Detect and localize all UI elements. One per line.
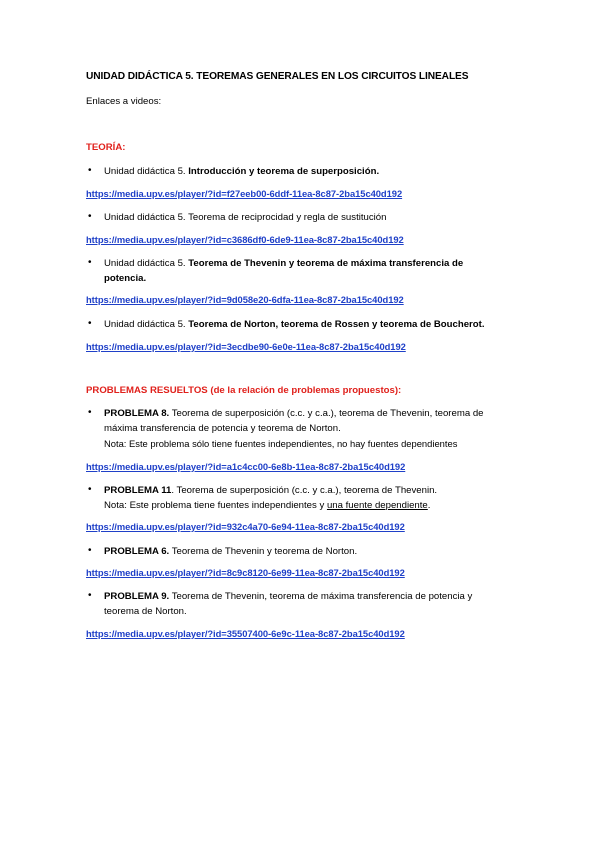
problema-9-line1 [104,591,472,603]
problema-8-name: PROBLEMA 8. [104,408,170,419]
teoria-item-1-title: Introducción y teorema de superposición. [188,166,380,177]
problema-11-note-underlined: una fuente dependiente [326,500,428,511]
bullet-icon: • [88,407,92,418]
problema-11-desc: . Teorema de superposición (c.c. y c.a.), teorema de Thevenin. [171,485,438,496]
problema-6-line1 [104,546,357,558]
teoria-item-3-line2 [104,273,146,285]
teoria-item-4-title: Teorema de Norton, teorema de Rossen y teorema de Boucherot. [188,319,485,330]
teoria-item-2-link[interactable]: https://media.upv.es/player/?id=c3686df0-6de9-11ea-8c87-2ba15c40d192 [86,234,404,245]
problema-8-note: Nota: Este problema sólo tiene fuentes independientes, no hay fuentes dependientes [104,438,458,449]
teoria-item-3-link[interactable]: https://media.upv.es/player/?id=9d058e20-6dfa-11ea-8c87-2ba15c40d192 [86,294,404,305]
teoria-item-3-title: Teorema de Thevenin y teorema de máxima transferencia de [188,258,464,269]
teoria-item-1 [104,166,379,178]
teoria-item-4-prefix: Unidad didáctica 5. [104,319,189,330]
teoria-item-2: Unidad didáctica 5. Teorema de reciprocidad y regla de sustitución [104,212,387,223]
document-title: UNIDAD DIDÁCTICA 5. TEOREMAS GENERALES EN LOS CIRCUITOS LINEALES [86,71,469,82]
teoria-item-1-prefix: Unidad didáctica 5. [104,166,189,177]
teoria-item-1-link[interactable]: https://media.upv.es/player/?id=f27eeb00-6ddf-11ea-8c87-2ba15c40d192 [86,188,403,199]
bullet-icon: • [88,545,92,556]
problema-8-line2: máxima transferencia de potencia y teorema de Norton. [104,423,341,434]
problema-6-desc: Teorema de Thevenin y teorema de Norton. [169,546,358,557]
problemas-heading: PROBLEMAS RESUELTOS (de la relación de problemas propuestos): [86,385,402,396]
bullet-icon: • [88,484,92,495]
problema-11-note-text: Nota: Este problema tiene fuentes independientes y [104,500,327,511]
bullet-icon: • [88,165,92,176]
problema-8-link[interactable]: https://media.upv.es/player/?id=a1c4cc00-6e8b-11ea-8c87-2ba15c40d192 [86,461,406,472]
problema-9-link[interactable]: https://media.upv.es/player/?id=35507400-6e9c-11ea-8c87-2ba15c40d192 [86,628,405,639]
teoria-item-4-link[interactable]: https://media.upv.es/player/?id=3ecdbe90-6e0e-11ea-8c87-2ba15c40d192 [86,341,406,352]
bullet-icon: • [88,257,92,268]
teoria-heading: TEORÍA: [86,142,126,153]
problema-9-name: PROBLEMA 9. [104,591,170,602]
problema-8-desc: Teorema de superposición (c.c. y c.a.), teorema de Thevenin, teorema de [169,408,484,419]
problema-11-name: PROBLEMA 11 [104,485,172,496]
problema-11-line1 [104,485,437,497]
bullet-icon: • [88,211,92,222]
problema-11-link[interactable]: https://media.upv.es/player/?id=932c4a70-6e94-11ea-8c87-2ba15c40d192 [86,521,405,532]
problema-11-note [104,500,430,512]
bullet-icon: • [88,590,92,601]
bullet-icon: • [88,318,92,329]
problema-6-link[interactable]: https://media.upv.es/player/?id=8c9c8120-6e99-11ea-8c87-2ba15c40d192 [86,567,405,578]
problema-6-name: PROBLEMA 6. [104,546,170,557]
intro-text: Enlaces a videos: [86,96,162,107]
problema-9-line2: teorema de Norton. [104,606,187,617]
problema-8-line1 [104,408,484,420]
teoria-item-3 [104,258,463,270]
problema-11-note-end: . [427,500,431,511]
teoria-item-3-prefix: Unidad didáctica 5. [104,258,189,269]
problema-9-desc: Teorema de Thevenin, teorema de máxima transferencia de potencia y [169,591,473,602]
teoria-item-4 [104,319,485,331]
teoria-item-3-title-cont: potencia. [104,273,147,284]
